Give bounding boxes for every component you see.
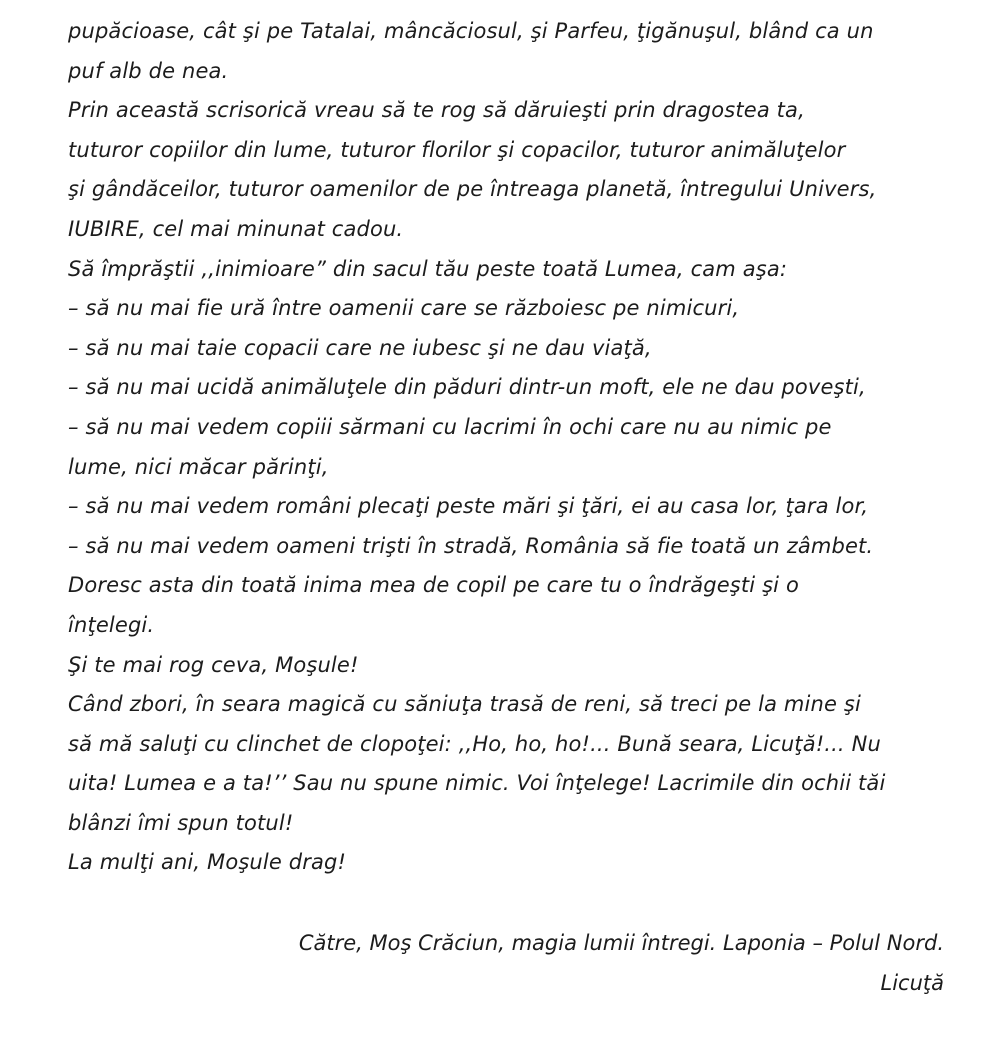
letter-line: – să nu mai vedem copiii sărmani cu lacrimi în ochi care nu au nimic pe [68,414,832,439]
letter-line: Să împrăştii ,,inimioare” din sacul tău peste toată Lumea, cam aşa: [68,256,788,281]
letter-line: – să nu mai fie ură între oamenii care se războiesc pe nimicuri, [68,296,740,321]
letter-line: – să nu mai vedem oameni trişti în stradă, România să fie toată un zâmbet. [68,533,874,558]
letter-line: Când zbori, în seara magică cu săniuţa trasă de reni, să treci pe la mine şi [68,692,861,717]
letter-line: – să nu mai taie copacii care ne iubesc şi ne dau viaţă, [68,335,652,360]
letter-line: – să nu mai ucidă animăluţele din păduri dintr-un moft, ele ne dau poveşti, [68,375,866,400]
letter-line: La mulţi ani, Moşule drag! [68,850,347,875]
letter-line: tuturor copiilor din lume, tuturor florilor şi copacilor, tuturor animăluţelor [68,137,846,162]
letter-line: să mă saluţi cu clinchet de clopoţei: ,,Ho, ho, ho!... Bună seara, Licuţă!... Nu [68,731,881,756]
letter-body [68,12,958,883]
letter-line: Prin această scrisorică vreau să te rog să dăruieşti prin dragostea ta, [68,98,805,123]
signature: Licuţă [880,970,944,995]
letter-line: pupăcioase, cât şi pe Tatalai, mâncăciosul, şi Parfeu, ţigănuşul, blând ca un [68,19,874,43]
letter-line: uita! Lumea e a ta!’’ Sau nu spune nimic. Voi înţelege! Lacrimile din ochii tăi [68,771,886,796]
letter-closing [184,924,944,1003]
recipient-address: Către, Moş Crăciun, magia lumii întregi. Laponia – Polul Nord. [298,931,944,955]
letter-line: IUBIRE, cel mai minunat cadou. [68,216,404,241]
letter-line: înţelegi. [68,612,155,637]
letter-line: blânzi îmi spun totul! [68,810,294,835]
letter-line: şi gândăceilor, tuturor oamenilor de pe întreaga planetă, întregului Univers, [68,177,877,202]
letter-line: lume, nici măcar părinţi, [68,454,329,479]
letter-line: Şi te mai rog ceva, Moşule! [68,652,359,677]
letter-line: Doresc asta din toată inima mea de copil pe care tu o îndrăgeşti şi o [68,573,799,598]
letter-line: puf alb de nea. [68,58,229,83]
letter-line: – să nu mai vedem români plecaţi peste mări şi ţări, ei au casa lor, ţara lor, [68,494,869,519]
